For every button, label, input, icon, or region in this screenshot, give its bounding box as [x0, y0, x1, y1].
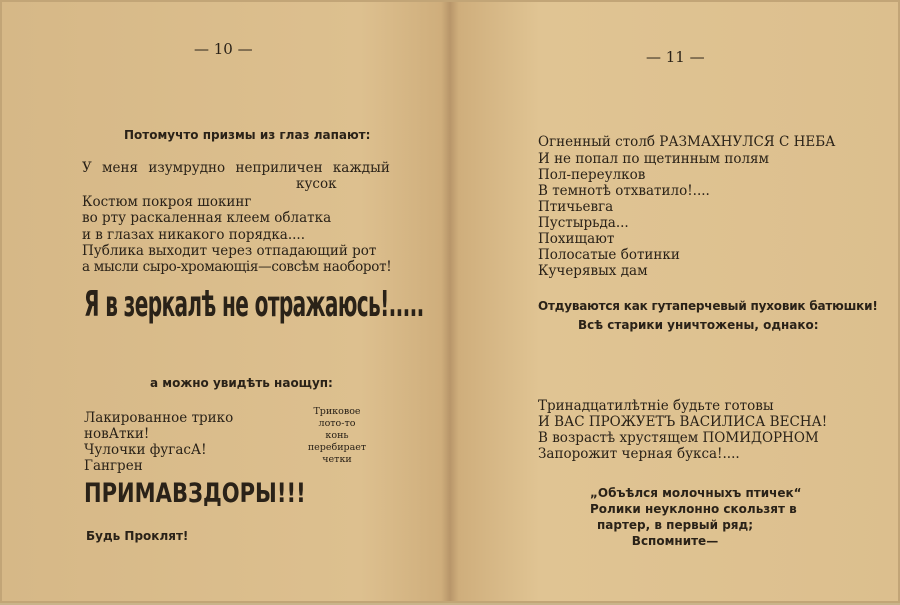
verse-line: Тринадцатилѣтніе будьте готовы	[538, 398, 774, 414]
page-number: — 11 —	[646, 48, 705, 66]
shout-line: ПРИМАВЗДОРЫ!!!	[84, 478, 306, 509]
side-note	[304, 406, 370, 466]
verse-line: Огненный столб РАЗМАХНУЛСЯ С НЕБА	[538, 134, 836, 150]
heading: Потомучто призмы из глаз лапают:	[124, 128, 371, 142]
heading: а можно увидѣть наощуп:	[150, 376, 333, 390]
verse-line: Пол-переулков	[538, 167, 646, 183]
page-number: — 10 —	[194, 40, 253, 58]
closing-line: „Объѣлся молочныхъ птичек“	[590, 486, 802, 500]
verse-line: Гангрен	[84, 458, 143, 474]
left-page	[2, 2, 450, 605]
closing-line: партер, в первый ряд;	[596, 518, 753, 532]
verse-line: Чулочки фугасА!	[84, 442, 207, 458]
verse-line: а мысли сыро-хромающія—совсѣм наоборот!	[82, 259, 392, 275]
verse-line: И не попал по щетинным полям	[538, 151, 770, 167]
verse-line: и в глазах никакого порядка....	[82, 227, 305, 243]
verse-line: Запорожит черная букса!....	[538, 446, 740, 462]
heading: Всѣ старики уничтожены, однако:	[578, 318, 819, 332]
closing-line: Ролики неуклонно скользят в	[590, 502, 797, 516]
verse-line: Полосатые ботинки	[538, 247, 680, 263]
verse-line: В возрастѣ хрустящем ПОМИДОРНОМ	[538, 430, 819, 446]
verse-line: кусок	[296, 176, 337, 192]
closing-line: Вспомните—	[631, 534, 719, 548]
verse-line: во рту раскаленная клеем облатка	[82, 210, 332, 226]
verse-line: Птичьевга	[538, 199, 614, 215]
big-headline: Я в зеркалѣ не отражаюсь!.....	[84, 284, 424, 325]
heading: Отдуваются как гутаперчевый пуховик батюшки!	[538, 299, 878, 313]
side-note-line: Триковое	[313, 406, 361, 417]
side-note-line: конь	[325, 430, 349, 441]
side-note-line: четки	[322, 454, 352, 465]
closing-line: Будь Проклят!	[86, 529, 189, 543]
verse-line: Костюм покроя шокинг	[82, 194, 252, 210]
verse-line: Пустырьда...	[538, 215, 629, 231]
verse-line: В темнотѣ отхватило!....	[538, 183, 710, 199]
verse-line: новАтки!	[84, 426, 150, 442]
verse-line: Кучерявых дам	[538, 263, 648, 279]
side-note-line: лото-то	[318, 418, 356, 429]
verse-line: Похищают	[538, 231, 615, 247]
closing-stanza	[590, 485, 802, 549]
verse-line: Лакированное трико	[84, 410, 234, 426]
right-page	[454, 2, 900, 605]
verse-line: У меня изумрудно неприличен каждый	[82, 160, 390, 176]
verse-line: Публика выходит через отпадающий рот	[82, 243, 377, 259]
verse-line: И ВАС ПРОЖУЕТЪ ВАСИЛИСА ВЕСНА!	[538, 414, 828, 430]
side-note-line: перебирает	[307, 442, 367, 453]
